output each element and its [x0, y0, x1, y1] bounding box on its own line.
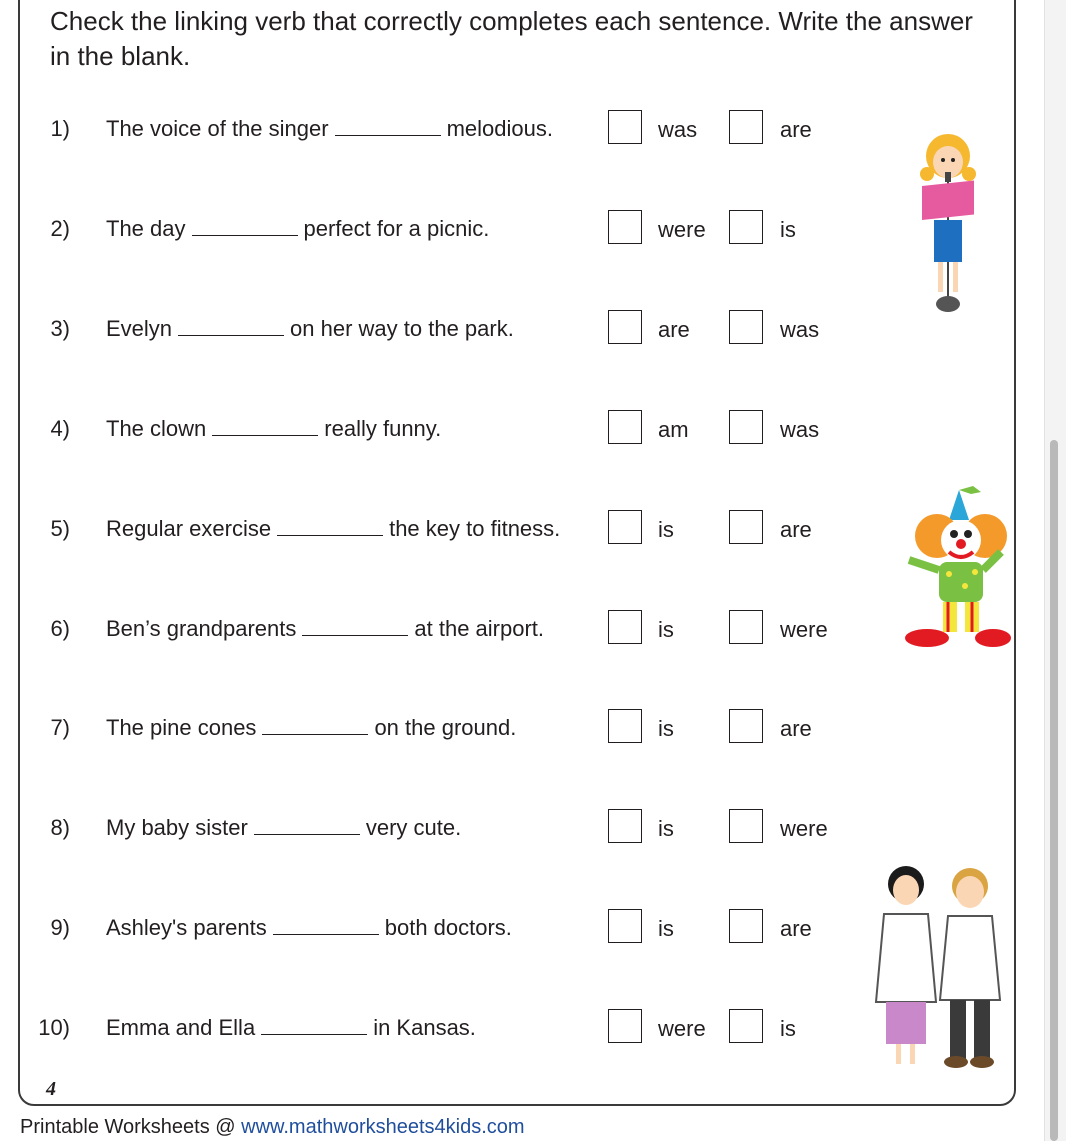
question-text: Evelyn on her way to the park.: [106, 316, 514, 341]
option-label: is: [658, 816, 674, 841]
option-checkbox[interactable]: [729, 709, 763, 743]
question-number: 4): [50, 416, 70, 441]
answer-blank[interactable]: [277, 517, 383, 536]
question-row: [0, 408, 900, 448]
question-number: 2): [50, 216, 70, 241]
option-label: were: [658, 217, 706, 242]
page-number: 4: [46, 1078, 56, 1100]
question-text: Regular exercise the key to fitness.: [106, 516, 561, 541]
option-checkbox[interactable]: [608, 709, 642, 743]
question-text: Ashley's parents both doctors.: [106, 915, 512, 940]
question-number: 3): [50, 316, 70, 341]
question-row: [0, 707, 900, 747]
scrollbar-thumb[interactable]: [1050, 440, 1058, 1141]
option-label: is: [658, 916, 674, 941]
option-label: is: [658, 716, 674, 741]
option-checkbox[interactable]: [729, 809, 763, 843]
option-label: is: [658, 617, 674, 642]
option-label: was: [780, 417, 820, 442]
option-label: is: [780, 1016, 796, 1041]
question-row: [0, 108, 900, 148]
answer-blank[interactable]: [302, 617, 408, 636]
question-text: The day perfect for a picnic.: [106, 216, 490, 241]
question-number: 7): [50, 715, 70, 740]
question-text: The clown really funny.: [106, 416, 442, 441]
option-checkbox[interactable]: [608, 909, 642, 943]
question-row: [0, 308, 900, 348]
option-label: are: [780, 117, 812, 142]
instructions: Check the linking verb that correctly completes each sentence. Write the answer in the blank.: [50, 6, 973, 71]
option-checkbox[interactable]: [729, 1009, 763, 1043]
option-checkbox[interactable]: [729, 410, 763, 444]
question-text: The pine cones on the ground.: [106, 715, 517, 740]
option-label: were: [658, 1016, 706, 1041]
answer-blank[interactable]: [254, 816, 360, 835]
option-checkbox[interactable]: [608, 310, 642, 344]
question-number: 1): [50, 116, 70, 141]
option-checkbox[interactable]: [729, 510, 763, 544]
option-label: were: [780, 816, 828, 841]
answer-blank[interactable]: [273, 916, 379, 935]
question-number: 5): [50, 516, 70, 541]
footer-label: Printable Worksheets @: [20, 1116, 242, 1138]
answer-blank[interactable]: [192, 217, 298, 236]
option-label: were: [780, 617, 828, 642]
option-checkbox[interactable]: [608, 110, 642, 144]
option-checkbox[interactable]: [608, 210, 642, 244]
question-row: [0, 1007, 900, 1047]
answer-blank[interactable]: [261, 1016, 367, 1035]
answer-blank[interactable]: [212, 417, 318, 436]
question-number: 10): [38, 1015, 70, 1040]
singer-girl-illustration: [912, 132, 984, 318]
option-label: are: [780, 716, 812, 741]
question-row: [0, 608, 900, 648]
option-label: is: [658, 517, 674, 542]
option-label: are: [780, 517, 812, 542]
option-checkbox[interactable]: [729, 110, 763, 144]
question-row: [0, 907, 900, 947]
question-text: The voice of the singer melodious.: [106, 116, 553, 141]
doctors-illustration: [870, 862, 1010, 1072]
option-label: am: [658, 417, 689, 442]
question-row: [0, 807, 900, 847]
question-text: My baby sister very cute.: [106, 815, 462, 840]
option-checkbox[interactable]: [729, 310, 763, 344]
footer: [20, 1116, 525, 1139]
option-checkbox[interactable]: [729, 909, 763, 943]
answer-blank[interactable]: [335, 117, 441, 136]
option-label: was: [780, 317, 820, 342]
option-label: is: [780, 217, 796, 242]
option-checkbox[interactable]: [608, 809, 642, 843]
answer-blank[interactable]: [262, 716, 368, 735]
option-label: are: [780, 916, 812, 941]
question-number: 9): [50, 915, 70, 940]
answer-blank[interactable]: [178, 317, 284, 336]
option-label: are: [658, 317, 690, 342]
option-checkbox[interactable]: [608, 510, 642, 544]
question-row: [0, 208, 900, 248]
question-text: Emma and Ella in Kansas.: [106, 1015, 476, 1040]
option-checkbox[interactable]: [608, 610, 642, 644]
question-number: 8): [50, 815, 70, 840]
question-number: 6): [50, 616, 70, 641]
question-row: [0, 508, 900, 548]
clown-illustration: [893, 484, 1011, 648]
footer-link[interactable]: www.mathworksheets4kids.com: [241, 1116, 525, 1138]
question-text: Ben’s grandparents at the airport.: [106, 616, 545, 641]
option-checkbox[interactable]: [608, 410, 642, 444]
option-checkbox[interactable]: [729, 210, 763, 244]
option-checkbox[interactable]: [729, 610, 763, 644]
option-label: was: [658, 117, 698, 142]
option-checkbox[interactable]: [608, 1009, 642, 1043]
